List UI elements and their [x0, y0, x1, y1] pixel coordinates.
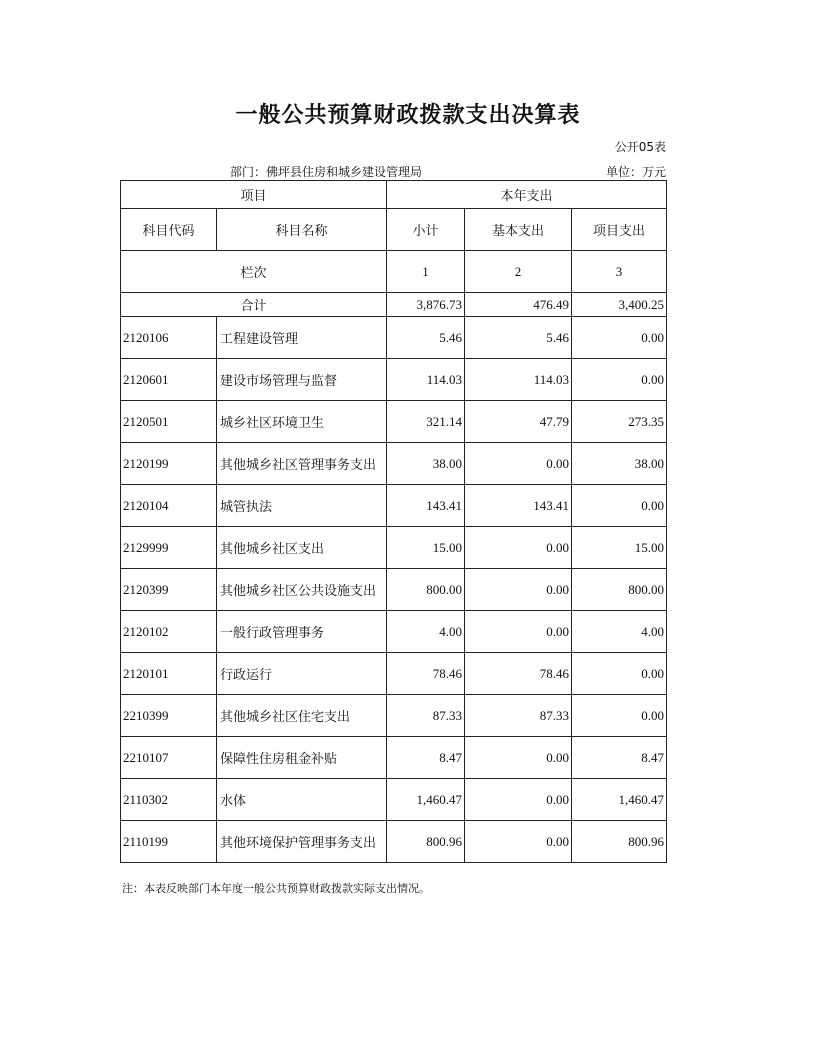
table-row — [121, 737, 667, 779]
total-basic: 476.49 — [465, 293, 572, 317]
row-subtotal: 1,460.47 — [387, 779, 465, 821]
total-row — [121, 293, 667, 317]
row-basic: 0.00 — [465, 443, 572, 485]
row-subtotal: 800.00 — [387, 569, 465, 611]
row-code: 2210107 — [121, 737, 217, 779]
row-code: 2120399 — [121, 569, 217, 611]
table-row — [121, 569, 667, 611]
row-name: 其他城乡社区支出 — [217, 527, 387, 569]
table-row — [121, 359, 667, 401]
row-name: 一般行政管理事务 — [217, 611, 387, 653]
row-project: 273.35 — [572, 401, 667, 443]
header-item: 项目 — [121, 181, 387, 209]
row-subtotal: 8.47 — [387, 737, 465, 779]
column-order-row — [121, 251, 667, 293]
row-subtotal: 4.00 — [387, 611, 465, 653]
table-row — [121, 653, 667, 695]
budget-table — [120, 180, 667, 863]
row-name: 其他城乡社区管理事务支出 — [217, 443, 387, 485]
row-name: 城乡社区环境卫生 — [217, 401, 387, 443]
row-basic: 87.33 — [465, 695, 572, 737]
row-name: 建设市场管理与监督 — [217, 359, 387, 401]
row-subtotal: 87.33 — [387, 695, 465, 737]
row-code: 2110199 — [121, 821, 217, 863]
row-subtotal: 78.46 — [387, 653, 465, 695]
row-project: 8.47 — [572, 737, 667, 779]
row-basic: 0.00 — [465, 779, 572, 821]
header-subtotal: 小计 — [387, 209, 465, 251]
header-current-year: 本年支出 — [387, 181, 667, 209]
row-subtotal: 15.00 — [387, 527, 465, 569]
row-basic: 143.41 — [465, 485, 572, 527]
row-code: 2129999 — [121, 527, 217, 569]
row-project: 800.00 — [572, 569, 667, 611]
unit-label: 单位：万元 — [605, 165, 666, 179]
table-row — [121, 401, 667, 443]
row-basic: 5.46 — [465, 317, 572, 359]
row-code: 2120102 — [121, 611, 217, 653]
row-code: 2110302 — [121, 779, 217, 821]
table-row — [121, 485, 667, 527]
row-project: 0.00 — [572, 485, 667, 527]
row-name: 行政运行 — [217, 653, 387, 695]
row-name: 其他城乡社区住宅支出 — [217, 695, 387, 737]
row-subtotal: 321.14 — [387, 401, 465, 443]
row-basic: 0.00 — [465, 737, 572, 779]
row-project: 0.00 — [572, 317, 667, 359]
row-basic: 47.79 — [465, 401, 572, 443]
total-project: 3,400.25 — [572, 293, 667, 317]
row-basic: 0.00 — [465, 821, 572, 863]
department-label: 部门：佛坪县住房和城乡建设管理局 — [230, 165, 423, 179]
row-basic: 0.00 — [465, 569, 572, 611]
row-code: 2120104 — [121, 485, 217, 527]
row-subtotal: 5.46 — [387, 317, 465, 359]
header-project: 项目支出 — [572, 209, 667, 251]
table-row — [121, 821, 667, 863]
row-basic: 114.03 — [465, 359, 572, 401]
row-name: 工程建设管理 — [217, 317, 387, 359]
row-subtotal: 38.00 — [387, 443, 465, 485]
form-code: 公开05表 — [614, 140, 666, 154]
header-name: 科目名称 — [217, 209, 387, 251]
row-subtotal: 143.41 — [387, 485, 465, 527]
row-name: 其他城乡社区公共设施支出 — [217, 569, 387, 611]
table-row — [121, 779, 667, 821]
row-project: 15.00 — [572, 527, 667, 569]
table-row — [121, 317, 667, 359]
header-row-1 — [121, 181, 667, 209]
row-name: 保障性住房租金补贴 — [217, 737, 387, 779]
total-subtotal: 3,876.73 — [387, 293, 465, 317]
header-code: 科目代码 — [121, 209, 217, 251]
row-subtotal: 114.03 — [387, 359, 465, 401]
total-label: 合计 — [121, 293, 387, 317]
row-name: 城管执法 — [217, 485, 387, 527]
row-code: 2120601 — [121, 359, 217, 401]
row-code: 2120501 — [121, 401, 217, 443]
row-project: 0.00 — [572, 695, 667, 737]
row-name: 其他环境保护管理事务支出 — [217, 821, 387, 863]
row-code: 2120101 — [121, 653, 217, 695]
column-number-3: 3 — [572, 251, 667, 293]
table-row — [121, 443, 667, 485]
row-code: 2210399 — [121, 695, 217, 737]
column-number-2: 2 — [465, 251, 572, 293]
table-row — [121, 695, 667, 737]
row-project: 4.00 — [572, 611, 667, 653]
row-project: 0.00 — [572, 359, 667, 401]
row-basic: 78.46 — [465, 653, 572, 695]
footnote: 注：本表反映部门本年度一般公共预算财政拨款实际支出情况。 — [122, 882, 430, 895]
row-project: 38.00 — [572, 443, 667, 485]
header-row-2 — [121, 209, 667, 251]
row-project: 800.96 — [572, 821, 667, 863]
header-basic: 基本支出 — [465, 209, 572, 251]
row-subtotal: 800.96 — [387, 821, 465, 863]
column-order-label: 栏次 — [121, 251, 387, 293]
row-code: 2120106 — [121, 317, 217, 359]
column-number-1: 1 — [387, 251, 465, 293]
row-basic: 0.00 — [465, 527, 572, 569]
table-row — [121, 527, 667, 569]
table-row — [121, 611, 667, 653]
row-code: 2120199 — [121, 443, 217, 485]
page-title: 一般公共预算财政拨款支出决算表 — [235, 103, 581, 128]
row-name: 水体 — [217, 779, 387, 821]
row-project: 0.00 — [572, 653, 667, 695]
row-project: 1,460.47 — [572, 779, 667, 821]
row-basic: 0.00 — [465, 611, 572, 653]
